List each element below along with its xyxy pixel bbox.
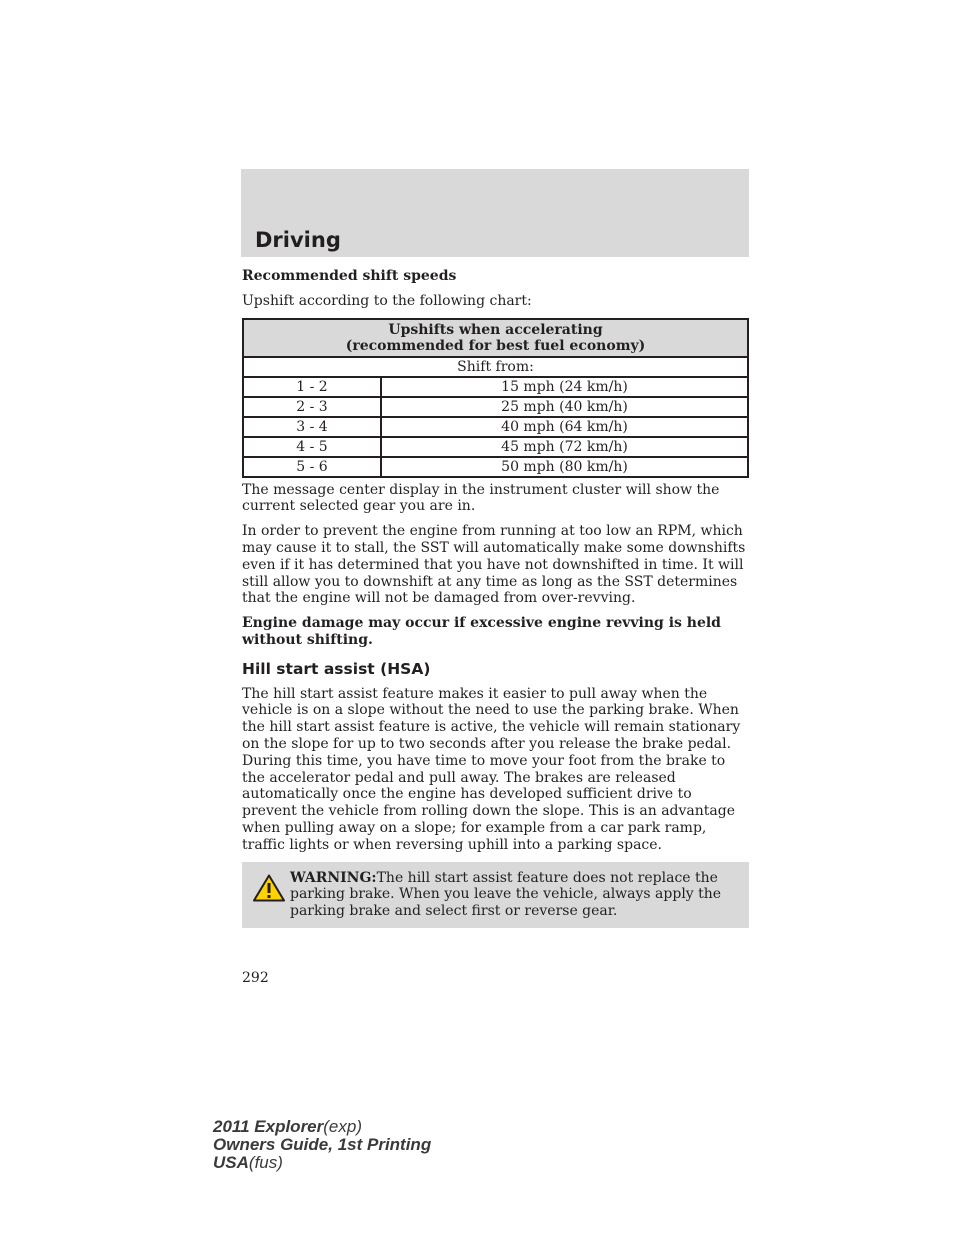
- table-subheader: Shift from:: [243, 357, 748, 377]
- table-row: [243, 437, 748, 457]
- downshift-paragraph: In order to prevent the engine from running at too low an RPM, which may cause it to stall, the SST will automatically make some downshifts even if it has determined that you have not downshifted in time. It will still allow you to downshift at any time as long as the SST determines that the engine will not be damaged from over-revving.: [242, 523, 746, 607]
- document-footer: [213, 1118, 431, 1172]
- shift-speeds-heading: Recommended shift speeds: [242, 268, 457, 284]
- table-row: [243, 397, 748, 417]
- page-number: 292: [242, 970, 269, 986]
- table-title: [243, 319, 748, 357]
- warning-text: The hill start assist feature does not replace the parking brake. When you leave the vehicle, always apply the parking brake and select first or reverse gear.: [290, 869, 722, 920]
- footer-model: 2011 Explorer: [213, 1117, 324, 1136]
- table-row: [243, 377, 748, 397]
- engine-damage-note: Engine damage may occur if excessive engine revving is held without shifting.: [242, 615, 721, 648]
- table-row: [243, 457, 748, 477]
- warning-box: [242, 862, 749, 928]
- shift-intro-text: Upshift according to the following chart:: [242, 292, 532, 309]
- speed-cell: 45 mph (72 km/h): [381, 437, 748, 457]
- gear-cell: 2 - 3: [243, 397, 381, 417]
- gear-cell: 5 - 6: [243, 457, 381, 477]
- table-title-line2: (recommended for best fuel economy): [345, 337, 646, 354]
- footer-model-code: (exp): [323, 1117, 362, 1136]
- speed-cell: 25 mph (40 km/h): [381, 397, 748, 417]
- page-content: [242, 268, 749, 928]
- footer-market: USA: [213, 1153, 249, 1172]
- footer-market-code: (fus): [248, 1153, 283, 1172]
- speed-cell: 15 mph (24 km/h): [381, 377, 748, 397]
- footer-guide: Owners Guide, 1st Printing: [213, 1135, 432, 1154]
- gear-cell: 4 - 5: [243, 437, 381, 457]
- speed-cell: 40 mph (64 km/h): [381, 417, 748, 437]
- shift-speed-table: [242, 318, 749, 478]
- warning-label: WARNING:: [290, 869, 377, 886]
- section-title: Driving: [255, 228, 341, 252]
- speed-cell: 50 mph (80 km/h): [381, 457, 748, 477]
- gear-cell: 1 - 2: [243, 377, 381, 397]
- message-center-paragraph: The message center display in the instrument cluster will show the current selected gear you are in.: [242, 481, 720, 515]
- table-row: [243, 417, 748, 437]
- table-title-line1: Upshifts when accelerating: [388, 321, 603, 338]
- gear-cell: 3 - 4: [243, 417, 381, 437]
- hsa-heading: Hill start assist (HSA): [242, 659, 431, 678]
- section-header-band: [241, 169, 749, 257]
- hsa-body: The hill start assist feature makes it easier to pull away when the vehicle is on a slope without the need to use the parking brake. When the hill start assist feature is active, the vehicle will remain stationary on the slope for up to two seconds after you release the brake pedal. During this time, you have time to move your foot from the brake to the accelerator pedal and pull away. The brakes are released automatically once the engine has developed sufficient drive to prevent the vehicle from rolling down the slope. This is an advantage when pulling away on a slope; for example from a car park ramp, traffic lights or when reversing uphill into a parking space.: [242, 685, 741, 853]
- warning-triangle-icon: [253, 874, 285, 902]
